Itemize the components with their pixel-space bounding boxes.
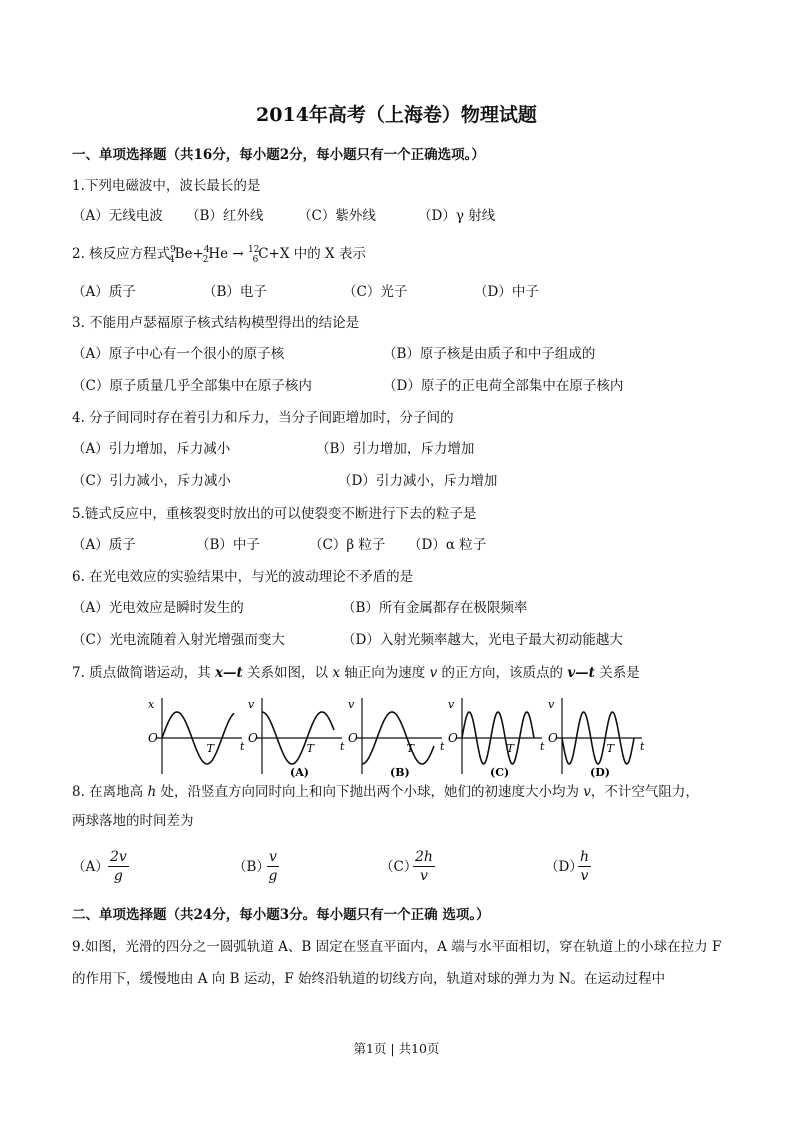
section-2-heading: 二、单项选择题（共24分，每小题3分。每小题只有一个正确 选项。） xyxy=(72,907,490,923)
graph-4-option-label: (D) xyxy=(590,766,610,779)
q8-c-denominator: v xyxy=(420,868,428,884)
graph-1-origin-label: O xyxy=(248,731,258,745)
q8-a-denominator: g xyxy=(113,868,123,884)
q9-line2: 的作用下，缓慢地由 A 向 B 运动，F 始终沿轨道的切线方向，轨道对球的弹力为 N。在运动过程中 xyxy=(72,971,666,987)
q8-c-numerator: 2h xyxy=(415,849,433,865)
q8-stem-mid: 处，沿竖直方向同时向上和向下抛出两个小球，她们的初速度大小均为 xyxy=(156,784,584,800)
graph-4-axis-label: v xyxy=(548,698,555,711)
q8-d-denominator: v xyxy=(580,868,589,884)
q8-option-d-fraction xyxy=(578,848,591,885)
q5-option-a: （A）质子 xyxy=(72,537,136,553)
q4-option-a: （A）引力增加，斥力减小 xyxy=(72,441,231,457)
q5-option-d: （D）α 粒子 xyxy=(408,537,487,553)
q2-stem xyxy=(72,245,366,265)
q2-option-c: （C）光子 xyxy=(343,284,408,300)
graph-2-period-label: T xyxy=(406,742,414,755)
c-atomic-number: 6 xyxy=(252,255,259,265)
q8-a-numerator: 2v xyxy=(110,849,127,865)
q1-stem: 1.下列电磁波中，波长最长的是 xyxy=(72,178,261,194)
c-mass-number: 12 xyxy=(248,245,260,255)
q8-option-b-fraction xyxy=(267,848,279,885)
q3-option-b: （B）原子核是由质子和中子组成的 xyxy=(383,346,596,362)
q7-stem-pre: 7. 质点做简谐运动，其 xyxy=(72,665,215,681)
graph-3-axis-label: v xyxy=(448,698,455,711)
q8-option-a-fraction xyxy=(108,848,129,885)
page-footer: 第1页 | 共10页 xyxy=(353,1041,440,1056)
q8-b-numerator: v xyxy=(269,849,277,865)
graph-0-origin-label: O xyxy=(148,731,158,745)
q7-x: x xyxy=(332,665,340,681)
q3-stem: 3. 不能用卢瑟福原子核式结构模型得出的结论是 xyxy=(72,315,360,331)
q7-stem xyxy=(72,664,640,682)
q7-vt: v—t xyxy=(567,665,595,681)
graph-3-period-label: T xyxy=(506,742,514,755)
graph-4-t-label: t xyxy=(640,740,645,753)
he-mass-number: 4 xyxy=(203,245,210,255)
c-symbol: C+X xyxy=(258,246,290,262)
q8-option-c-fraction xyxy=(413,848,435,885)
q4-option-d: （D）引力减小，斥力增加 xyxy=(338,473,498,489)
q8-stem xyxy=(72,783,699,801)
reaction-arrow: → xyxy=(232,246,244,262)
graph-0-t-label: t xyxy=(240,740,245,753)
graph-3-origin-label: O xyxy=(448,731,458,745)
q5-option-c: （C）β 粒子 xyxy=(309,537,386,553)
graph-3-option-label: (C) xyxy=(490,766,510,779)
graph-2-origin-label: O xyxy=(348,731,358,745)
graph-4-origin-label: O xyxy=(548,731,558,745)
q5-stem: 5.链式反应中，重核裂变时放出的可以使裂变不断进行下去的粒子是 xyxy=(72,506,477,522)
be-mass-number: 9 xyxy=(170,245,176,255)
graph-0-period-label: T xyxy=(206,742,214,755)
q7-graphs-figure xyxy=(140,690,660,780)
q8-d-numerator: h xyxy=(580,849,590,865)
q7-v: v xyxy=(429,665,438,681)
q8-b-denominator: g xyxy=(268,868,278,884)
q3-option-a: （A）原子中心有一个很小的原子核 xyxy=(72,346,285,362)
q4-option-c: （C）引力减小，斥力减小 xyxy=(72,473,231,489)
q5-option-b: （B）中子 xyxy=(196,537,260,553)
graph-4-period-label: T xyxy=(606,742,614,755)
q8-option-d-label: （D） xyxy=(545,859,583,875)
q2-option-d: （D）中子 xyxy=(474,284,539,300)
q1-option-c: （C）紫外线 xyxy=(298,208,376,224)
q8-v: v xyxy=(583,784,591,800)
page-title: 2014年高考（上海卷）物理试题 xyxy=(256,104,537,126)
q4-option-b: （B）引力增加，斥力增加 xyxy=(316,441,475,457)
graph-1-period-label: T xyxy=(306,742,314,755)
q6-option-c: （C）光电流随着入射光增强而变大 xyxy=(72,632,285,648)
q7-stem-mid3: 的正方向，该质点的 xyxy=(437,665,568,681)
graph-3-t-label: t xyxy=(540,740,545,753)
q8-stem-pre: 8. 在离地高 xyxy=(72,784,148,800)
q7-stem-mid: 关系如图，以 xyxy=(242,665,333,681)
q7-xt: x—t xyxy=(214,665,243,681)
q2-stem-post: 中的 X 表示 xyxy=(289,246,366,262)
q2-stem-pre: 2. 核反应方程式 xyxy=(72,246,171,262)
be-atomic-number: 4 xyxy=(168,255,175,265)
graph-1-t-label: t xyxy=(340,740,345,753)
graph-1-option-label: (A) xyxy=(290,766,309,779)
q1-option-a: （A）无线电波 xyxy=(72,208,163,224)
graph-1-axis-label: v xyxy=(248,698,255,711)
q3-option-c: （C）原子质量几乎全部集中在原子核内 xyxy=(72,378,312,394)
graph-2-option-label: (B) xyxy=(390,766,410,779)
q7-stem-mid2: 轴正向为速度 xyxy=(339,665,430,681)
q9-line1: 9.如图，光滑的四分之一圆弧轨道 A、B 固定在竖直平面内，A 端与水平面相切，穿在轨道上的小球在拉力 F xyxy=(72,939,722,955)
be-symbol: Be+ xyxy=(174,246,204,262)
q8-option-b-label: （B） xyxy=(233,859,270,875)
graph-0-axis-label: x xyxy=(148,698,155,711)
q8-stem-post: ，不计空气阻力， xyxy=(590,784,699,800)
q1-option-b: （B）红外线 xyxy=(186,208,264,224)
q4-stem: 4. 分子间同时存在着引力和斥力，当分子间距增加时，分子间的 xyxy=(72,410,454,426)
q8-option-c-label: （C） xyxy=(380,859,418,875)
graph-2-t-label: t xyxy=(440,740,445,753)
q6-stem: 6. 在光电效应的实验结果中，与光的波动理论不矛盾的是 xyxy=(72,569,414,585)
he-atomic-number: 2 xyxy=(202,255,209,265)
q8-h: h xyxy=(147,784,157,800)
q8-option-a-label: （A） xyxy=(72,859,109,875)
q8-stem-line2: 两球落地的时间差为 xyxy=(72,813,194,829)
q3-option-d: （D）原子的正电荷全部集中在原子核内 xyxy=(383,378,624,394)
q7-stem-post: 关系是 xyxy=(594,665,640,681)
he-symbol: He xyxy=(208,246,229,262)
section-1-heading: 一、单项选择题（共16分，每小题2分，每小题只有一个正确选项。） xyxy=(72,147,485,163)
q6-option-a: （A）光电效应是瞬时发生的 xyxy=(72,600,244,616)
q2-option-b: （B）电子 xyxy=(203,284,267,300)
q2-option-a: （A）质子 xyxy=(72,284,136,300)
q6-option-d: （D）入射光频率越大，光电子最大初动能越大 xyxy=(342,632,623,648)
graph-2-axis-label: v xyxy=(348,698,355,711)
q6-option-b: （B）所有金属都存在极限频率 xyxy=(342,600,528,616)
q1-option-d: （D）γ 射线 xyxy=(418,208,496,224)
